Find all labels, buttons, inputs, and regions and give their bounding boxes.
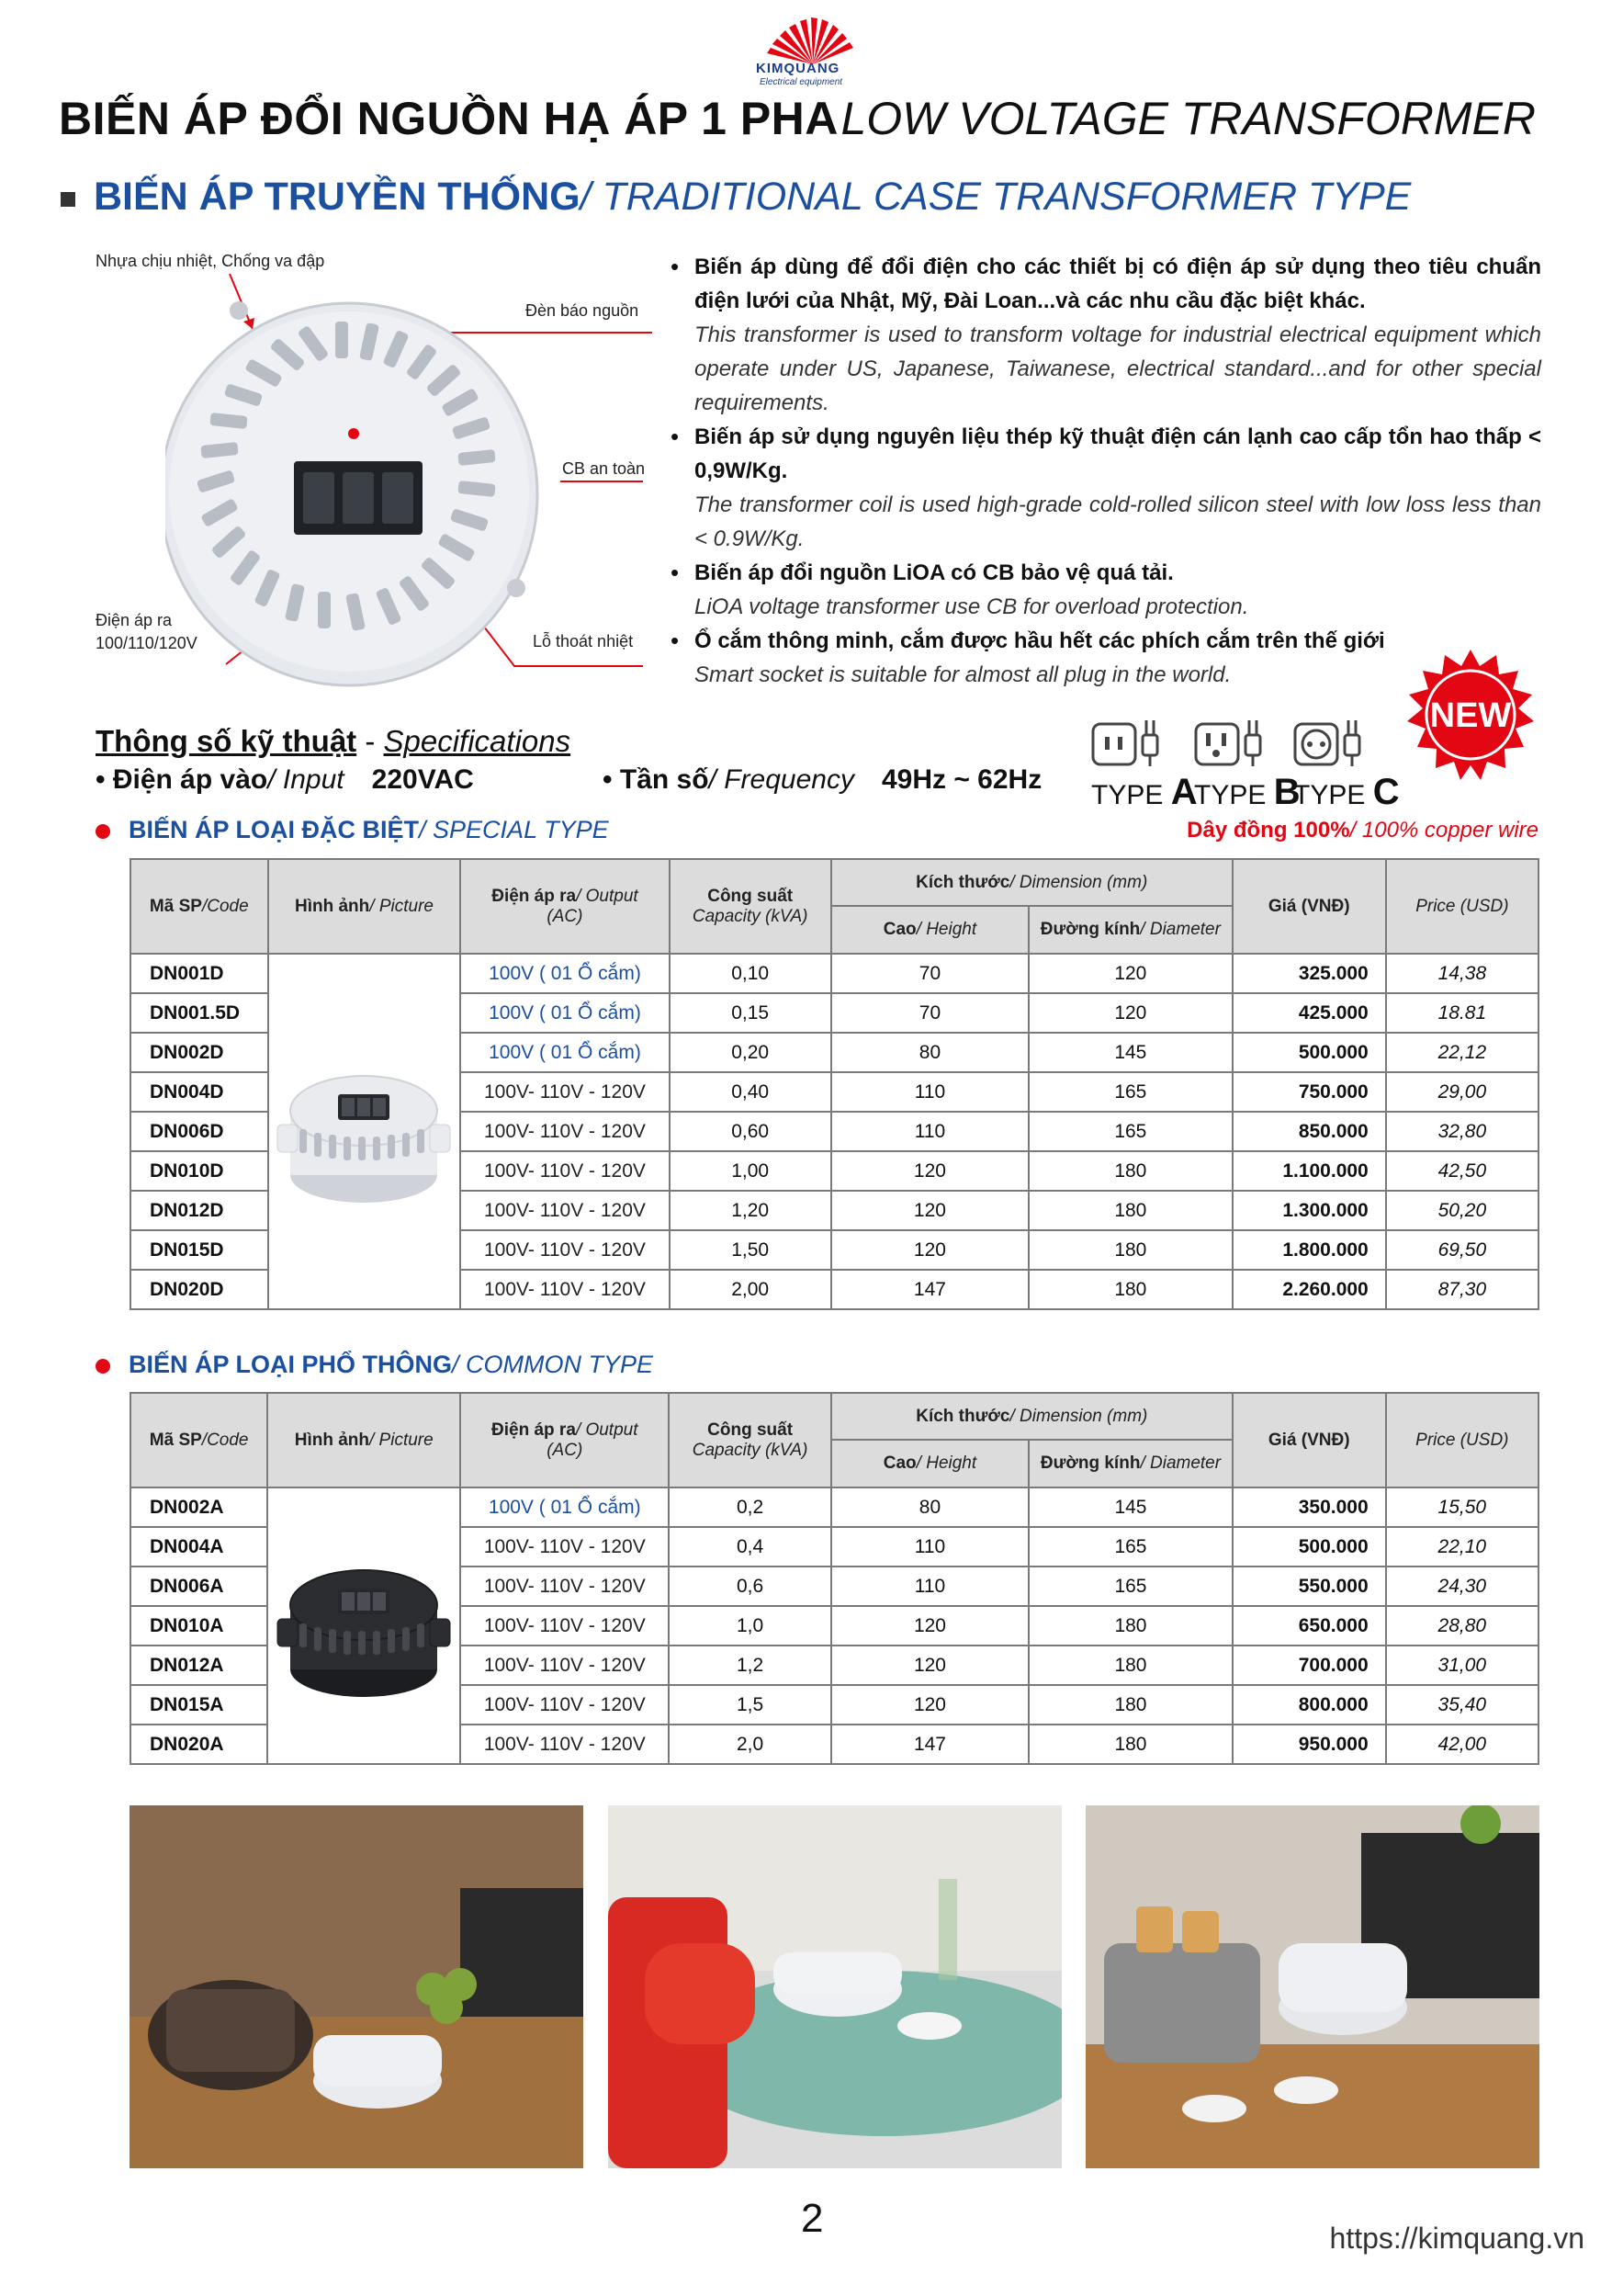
price-vnd: 1.300.000 — [1233, 1191, 1386, 1230]
price-vnd: 650.000 — [1233, 1606, 1386, 1646]
diameter-mm: 180 — [1029, 1230, 1233, 1270]
price-vnd: 950.000 — [1233, 1725, 1386, 1764]
height-mm: 110 — [831, 1566, 1029, 1606]
output-voltage: 100V- 110V - 120V — [460, 1725, 669, 1764]
capacity-kva: 2,0 — [669, 1725, 830, 1764]
price-vnd: 325.000 — [1233, 954, 1386, 993]
diameter-mm: 120 — [1029, 993, 1233, 1033]
col-dim-en: / Dimension (mm) — [1009, 872, 1148, 892]
product-code: DN010A — [130, 1606, 267, 1646]
diameter-mm: 180 — [1029, 1725, 1233, 1764]
price-usd: 87,30 — [1386, 1270, 1538, 1309]
capacity-kva: 1,20 — [670, 1191, 831, 1230]
height-mm: 120 — [831, 1151, 1029, 1191]
copper-vn: Dây đồng 100% — [1187, 818, 1350, 843]
page-title-en: LOW VOLTAGE TRANSFORMER — [840, 93, 1536, 144]
price-usd: 32,80 — [1386, 1112, 1538, 1151]
height-mm: 120 — [831, 1191, 1029, 1230]
feature-item — [671, 556, 1541, 624]
plug-letter: A — [1170, 772, 1198, 812]
capacity-kva: 0,20 — [670, 1033, 831, 1072]
diameter-mm: 165 — [1029, 1527, 1233, 1566]
lifestyle-photo-slowcooker — [130, 1805, 583, 2168]
diameter-mm: 180 — [1029, 1646, 1233, 1685]
col-price-vnd — [1233, 859, 1386, 954]
price-vnd: 350.000 — [1233, 1487, 1386, 1527]
product-code: DN020D — [130, 1270, 268, 1309]
col-usd: Price (USD) — [1415, 896, 1509, 916]
price-usd: 15,50 — [1386, 1487, 1538, 1527]
col-price-vnd — [1233, 1393, 1386, 1487]
specs-heading — [96, 724, 570, 759]
table-row — [130, 1487, 1538, 1527]
height-mm: 120 — [831, 1685, 1029, 1725]
product-picture-cell — [268, 954, 461, 1309]
product-code: DN004D — [130, 1072, 268, 1112]
plug-type-a — [1091, 717, 1198, 812]
product-picture-cell — [267, 1487, 460, 1764]
product-code: DN004A — [130, 1527, 267, 1566]
output-voltage: 100V- 110V - 120V — [460, 1606, 669, 1646]
price-vnd: 500.000 — [1233, 1033, 1386, 1072]
callout-output-values: 100/110/120V — [96, 634, 197, 652]
price-vnd: 1.100.000 — [1233, 1151, 1386, 1191]
col-code-vn: Mã SP — [149, 896, 202, 916]
price-usd: 14,38 — [1386, 954, 1538, 993]
col-picture — [268, 859, 461, 954]
special-type-title — [96, 816, 609, 844]
capacity-kva: 2,00 — [670, 1270, 831, 1309]
callout-vent: Lỗ thoát nhiệt — [533, 632, 634, 650]
price-vnd: 750.000 — [1233, 1072, 1386, 1112]
page-title-vn: BIẾN ÁP ĐỔI NGUỒN HẠ ÁP 1 PHA — [59, 93, 839, 144]
feature-list — [671, 250, 1541, 692]
height-mm: 120 — [831, 1606, 1029, 1646]
col-cap-vn: Công suất — [707, 886, 794, 906]
special-title-vn: BIẾN ÁP LOẠI ĐẶC BIỆT — [129, 816, 420, 843]
common-title-vn: BIẾN ÁP LOẠI PHỔ THÔNG — [129, 1351, 453, 1378]
height-mm: 70 — [831, 954, 1029, 993]
lifestyle-photo-coffee — [608, 1805, 1062, 2168]
capacity-kva: 0,6 — [669, 1566, 830, 1606]
spec-input — [96, 764, 474, 796]
height-mm: 147 — [831, 1725, 1029, 1764]
col-out-vn: Điện áp ra — [491, 886, 577, 906]
output-voltage: 100V- 110V - 120V — [460, 1072, 669, 1112]
col-h-vn: Cao — [883, 1453, 917, 1473]
height-mm: 147 — [831, 1270, 1029, 1309]
feature-vn: • Biến áp dùng để đổi điện cho các thiết bị có điện áp sử dụng theo tiêu chuẩn điện lưới của Nhật, Mỹ, Đài Loan...và các nhu cầu đặc biệt khác. — [694, 254, 1541, 313]
height-mm: 110 — [831, 1072, 1029, 1112]
red-dot-icon — [96, 1359, 110, 1374]
col-pic-en: / Picture — [369, 896, 434, 916]
col-pic-vn: Hình ảnh — [294, 1430, 369, 1450]
callout-indicator: Đèn báo nguồn — [525, 301, 639, 320]
feature-en: The transformer coil is used high-grade cold-rolled silicon steel with low loss less than < 0.9W/Kg. — [694, 492, 1541, 551]
product-code: DN001D — [130, 954, 268, 993]
col-out-vn: Điện áp ra — [491, 1419, 576, 1440]
capacity-kva: 1,2 — [669, 1646, 830, 1685]
col-height — [831, 1440, 1029, 1487]
col-h-vn: Cao — [883, 920, 917, 939]
transformer-product-icon — [272, 1037, 456, 1221]
capacity-kva: 0,60 — [670, 1112, 831, 1151]
special-title-en: / SPECIAL TYPE — [419, 816, 609, 843]
capacity-kva: 0,4 — [669, 1527, 830, 1566]
price-usd: 35,40 — [1386, 1685, 1538, 1725]
col-h-en: / Height — [916, 1453, 977, 1473]
output-voltage: 100V ( 01 Ổ cắm) — [460, 993, 669, 1033]
spec-freq-value: 49Hz ~ 62Hz — [881, 764, 1043, 795]
price-usd: 18.81 — [1386, 993, 1538, 1033]
sunburst-logo-icon — [749, 13, 877, 64]
price-usd: 29,00 — [1386, 1072, 1538, 1112]
copper-wire-note — [1187, 818, 1538, 843]
height-mm: 80 — [831, 1033, 1029, 1072]
new-badge-text: NEW — [1429, 696, 1512, 735]
common-type-title — [96, 1351, 653, 1379]
feature-en: Smart socket is suitable for almost all plug in the world. — [694, 662, 1232, 687]
col-price-usd — [1386, 1393, 1538, 1487]
spec-input-en: / Input — [267, 764, 344, 795]
col-d-vn: Đường kính — [1040, 920, 1141, 939]
col-code-en: /Code — [201, 896, 249, 916]
feature-item — [671, 250, 1541, 420]
product-code: DN012A — [130, 1646, 267, 1685]
feature-vn: • Biến áp đổi nguồn LiOA có CB bảo vệ quá tải. — [694, 560, 1174, 585]
spec-frequency — [603, 764, 1042, 796]
plug-type-b-icon — [1194, 717, 1268, 768]
product-code: DN012D — [130, 1191, 268, 1230]
lifestyle-photo-toaster — [1086, 1805, 1539, 2168]
price-usd: 69,50 — [1386, 1230, 1538, 1270]
output-voltage: 100V- 110V - 120V — [460, 1566, 669, 1606]
col-h-en: / Height — [916, 920, 977, 939]
capacity-kva: 1,5 — [669, 1685, 830, 1725]
plug-prefix: TYPE — [1293, 780, 1366, 810]
product-code: DN006D — [130, 1112, 268, 1151]
product-code: DN020A — [130, 1725, 267, 1764]
feature-vn: • Biến áp sử dụng nguyên liệu thép kỹ thuật điện cán lạnh cao cấp tổn hao thấp < 0,9W/Kg. — [694, 424, 1541, 483]
col-capacity — [669, 1393, 830, 1487]
col-cap-en: Capacity (kVA) — [692, 906, 808, 926]
col-dim-vn: Kích thước — [916, 1406, 1010, 1426]
price-usd: 22,12 — [1386, 1033, 1538, 1072]
output-voltage: 100V- 110V - 120V — [460, 1646, 669, 1685]
col-output — [460, 1393, 669, 1487]
price-usd: 22,10 — [1386, 1527, 1538, 1566]
col-code-en: /Code — [201, 1430, 249, 1450]
brand-logo — [749, 13, 877, 86]
new-badge — [1403, 648, 1538, 782]
output-voltage: 100V ( 01 Ổ cắm) — [460, 954, 669, 993]
col-code-vn: Mã SP — [149, 1430, 202, 1450]
diameter-mm: 180 — [1029, 1685, 1233, 1725]
col-out-ac: (AC) — [547, 906, 583, 926]
col-dimension — [831, 1393, 1233, 1440]
transformer-illustration — [165, 294, 569, 689]
product-code: DN015A — [130, 1685, 267, 1725]
product-code: DN006A — [130, 1566, 267, 1606]
special-type-table — [130, 858, 1539, 1310]
plug-letter: C — [1372, 772, 1400, 812]
feature-en: LiOA voltage transformer use CB for overload protection. — [694, 594, 1249, 619]
product-code: DN002D — [130, 1033, 268, 1072]
brand-tagline: Electrical equipment — [760, 77, 843, 87]
col-picture — [267, 1393, 460, 1487]
plug-letter: B — [1273, 772, 1301, 812]
col-code — [130, 859, 268, 954]
price-usd: 42,50 — [1386, 1151, 1538, 1191]
common-type-table — [130, 1392, 1539, 1765]
website-link[interactable]: https://kimquang.vn — [1329, 2222, 1584, 2255]
diameter-mm: 165 — [1029, 1566, 1233, 1606]
plug-type-b — [1194, 717, 1301, 812]
capacity-kva: 1,00 — [670, 1151, 831, 1191]
price-vnd: 700.000 — [1233, 1646, 1386, 1685]
col-vnd: Giá (VNĐ) — [1268, 896, 1350, 916]
plug-type-c-icon — [1293, 717, 1367, 768]
spec-freq-en: / Frequency — [708, 764, 854, 795]
diameter-mm: 180 — [1029, 1151, 1233, 1191]
callout-plastic: Nhựa chịu nhiệt, Chống va đập — [96, 252, 325, 270]
page-number: 2 — [801, 2196, 824, 2241]
feature-vn: • Ổ cắm thông minh, cắm được hầu hết các phích cắm trên thế giới — [694, 628, 1385, 653]
height-mm: 120 — [831, 1230, 1029, 1270]
output-voltage: 100V- 110V - 120V — [460, 1527, 669, 1566]
plug-type-c — [1293, 717, 1400, 812]
spec-input-value: 220VAC — [371, 764, 474, 795]
table-row — [130, 954, 1538, 993]
height-mm: 80 — [831, 1487, 1029, 1527]
col-cap-en: Capacity (kVA) — [692, 1440, 808, 1460]
diameter-mm: 165 — [1029, 1072, 1233, 1112]
capacity-kva: 0,15 — [670, 993, 831, 1033]
output-voltage: 100V- 110V - 120V — [460, 1685, 669, 1725]
spec-input-label: • Điện áp vào — [96, 764, 268, 795]
diameter-mm: 180 — [1029, 1606, 1233, 1646]
product-code: DN015D — [130, 1230, 268, 1270]
feature-item — [671, 420, 1541, 556]
output-voltage: 100V ( 01 Ổ cắm) — [460, 1487, 669, 1527]
specs-heading-vn: Thông số kỹ thuật — [96, 724, 357, 758]
height-mm: 110 — [831, 1112, 1029, 1151]
height-mm: 70 — [831, 993, 1029, 1033]
transformer-product-icon — [272, 1532, 456, 1715]
diameter-mm: 145 — [1029, 1487, 1233, 1527]
diameter-mm: 145 — [1029, 1033, 1233, 1072]
callout-cb: CB an toàn — [562, 459, 646, 478]
plug-prefix: TYPE — [1194, 780, 1267, 810]
red-dot-icon — [96, 824, 110, 839]
brand-name: KIMQUANG — [756, 61, 840, 76]
col-usd: Price (USD) — [1415, 1430, 1509, 1450]
diameter-mm: 180 — [1029, 1191, 1233, 1230]
capacity-kva: 1,0 — [669, 1606, 830, 1646]
price-vnd: 1.800.000 — [1233, 1230, 1386, 1270]
col-output — [460, 859, 669, 954]
col-height — [831, 906, 1029, 954]
capacity-kva: 1,50 — [670, 1230, 831, 1270]
col-diameter — [1029, 906, 1233, 954]
product-code: DN001.5D — [130, 993, 268, 1033]
col-pic-en: / Picture — [369, 1430, 434, 1450]
height-mm: 120 — [831, 1646, 1029, 1685]
section-title-vn: BIẾN ÁP TRUYỀN THỐNG — [94, 175, 580, 219]
product-code: DN010D — [130, 1151, 268, 1191]
col-capacity — [670, 859, 831, 954]
height-mm: 110 — [831, 1527, 1029, 1566]
col-code — [130, 1393, 267, 1487]
plug-type-a-icon — [1091, 717, 1165, 768]
output-voltage: 100V- 110V - 120V — [460, 1270, 669, 1309]
col-d-en: / Diameter — [1140, 1453, 1222, 1473]
diameter-mm: 120 — [1029, 954, 1233, 993]
price-vnd: 850.000 — [1233, 1112, 1386, 1151]
callout-output-label: Điện áp ra — [96, 611, 173, 629]
col-dim-en: / Dimension (mm) — [1009, 1406, 1148, 1426]
price-vnd: 425.000 — [1233, 993, 1386, 1033]
diameter-mm: 180 — [1029, 1270, 1233, 1309]
diameter-mm: 165 — [1029, 1112, 1233, 1151]
output-voltage: 100V ( 01 Ổ cắm) — [460, 1033, 669, 1072]
price-usd: 28,80 — [1386, 1606, 1538, 1646]
price-vnd: 550.000 — [1233, 1566, 1386, 1606]
plug-prefix: TYPE — [1091, 780, 1164, 810]
specs-heading-en: Specifications — [383, 724, 571, 758]
price-vnd: 500.000 — [1233, 1527, 1386, 1566]
col-cap-vn: Công suất — [707, 1419, 794, 1440]
capacity-kva: 0,2 — [669, 1487, 830, 1527]
capacity-kva: 0,40 — [670, 1072, 831, 1112]
price-vnd: 2.260.000 — [1233, 1270, 1386, 1309]
spec-freq-label: • Tần số — [603, 764, 709, 795]
col-out-en: / Output — [576, 886, 638, 906]
common-title-en: / COMMON TYPE — [452, 1351, 654, 1378]
output-voltage: 100V- 110V - 120V — [460, 1151, 669, 1191]
price-usd: 42,00 — [1386, 1725, 1538, 1764]
price-usd: 31,00 — [1386, 1646, 1538, 1685]
price-usd: 24,30 — [1386, 1566, 1538, 1606]
capacity-kva: 0,10 — [670, 954, 831, 993]
col-dimension — [831, 859, 1233, 906]
copper-en: / 100% copper wire — [1349, 818, 1538, 843]
section-title-en: / TRADITIONAL CASE TRANSFORMER TYPE — [580, 175, 1412, 219]
col-d-vn: Đường kính — [1040, 1453, 1141, 1473]
product-code: DN002A — [130, 1487, 267, 1527]
col-out-en: / Output — [575, 1419, 638, 1440]
price-usd: 50,20 — [1386, 1191, 1538, 1230]
col-d-en: / Diameter — [1140, 920, 1221, 939]
col-vnd: Giá (VNĐ) — [1268, 1430, 1350, 1450]
col-pic-vn: Hình ảnh — [294, 896, 370, 916]
specs-heading-sep: - — [356, 724, 384, 758]
output-voltage: 100V- 110V - 120V — [460, 1191, 669, 1230]
col-dim-vn: Kích thước — [916, 872, 1010, 892]
price-vnd: 800.000 — [1233, 1685, 1386, 1725]
col-out-ac: (AC) — [547, 1440, 583, 1460]
feature-en: This transformer is used to transform voltage for industrial electrical equipment which operate under US, Japanese, Taiwanese, electrical standard...and for other special requirements. — [694, 322, 1541, 415]
output-voltage: 100V- 110V - 120V — [460, 1112, 669, 1151]
col-price-usd — [1386, 859, 1538, 954]
col-diameter — [1029, 1440, 1233, 1487]
output-voltage: 100V- 110V - 120V — [460, 1230, 669, 1270]
